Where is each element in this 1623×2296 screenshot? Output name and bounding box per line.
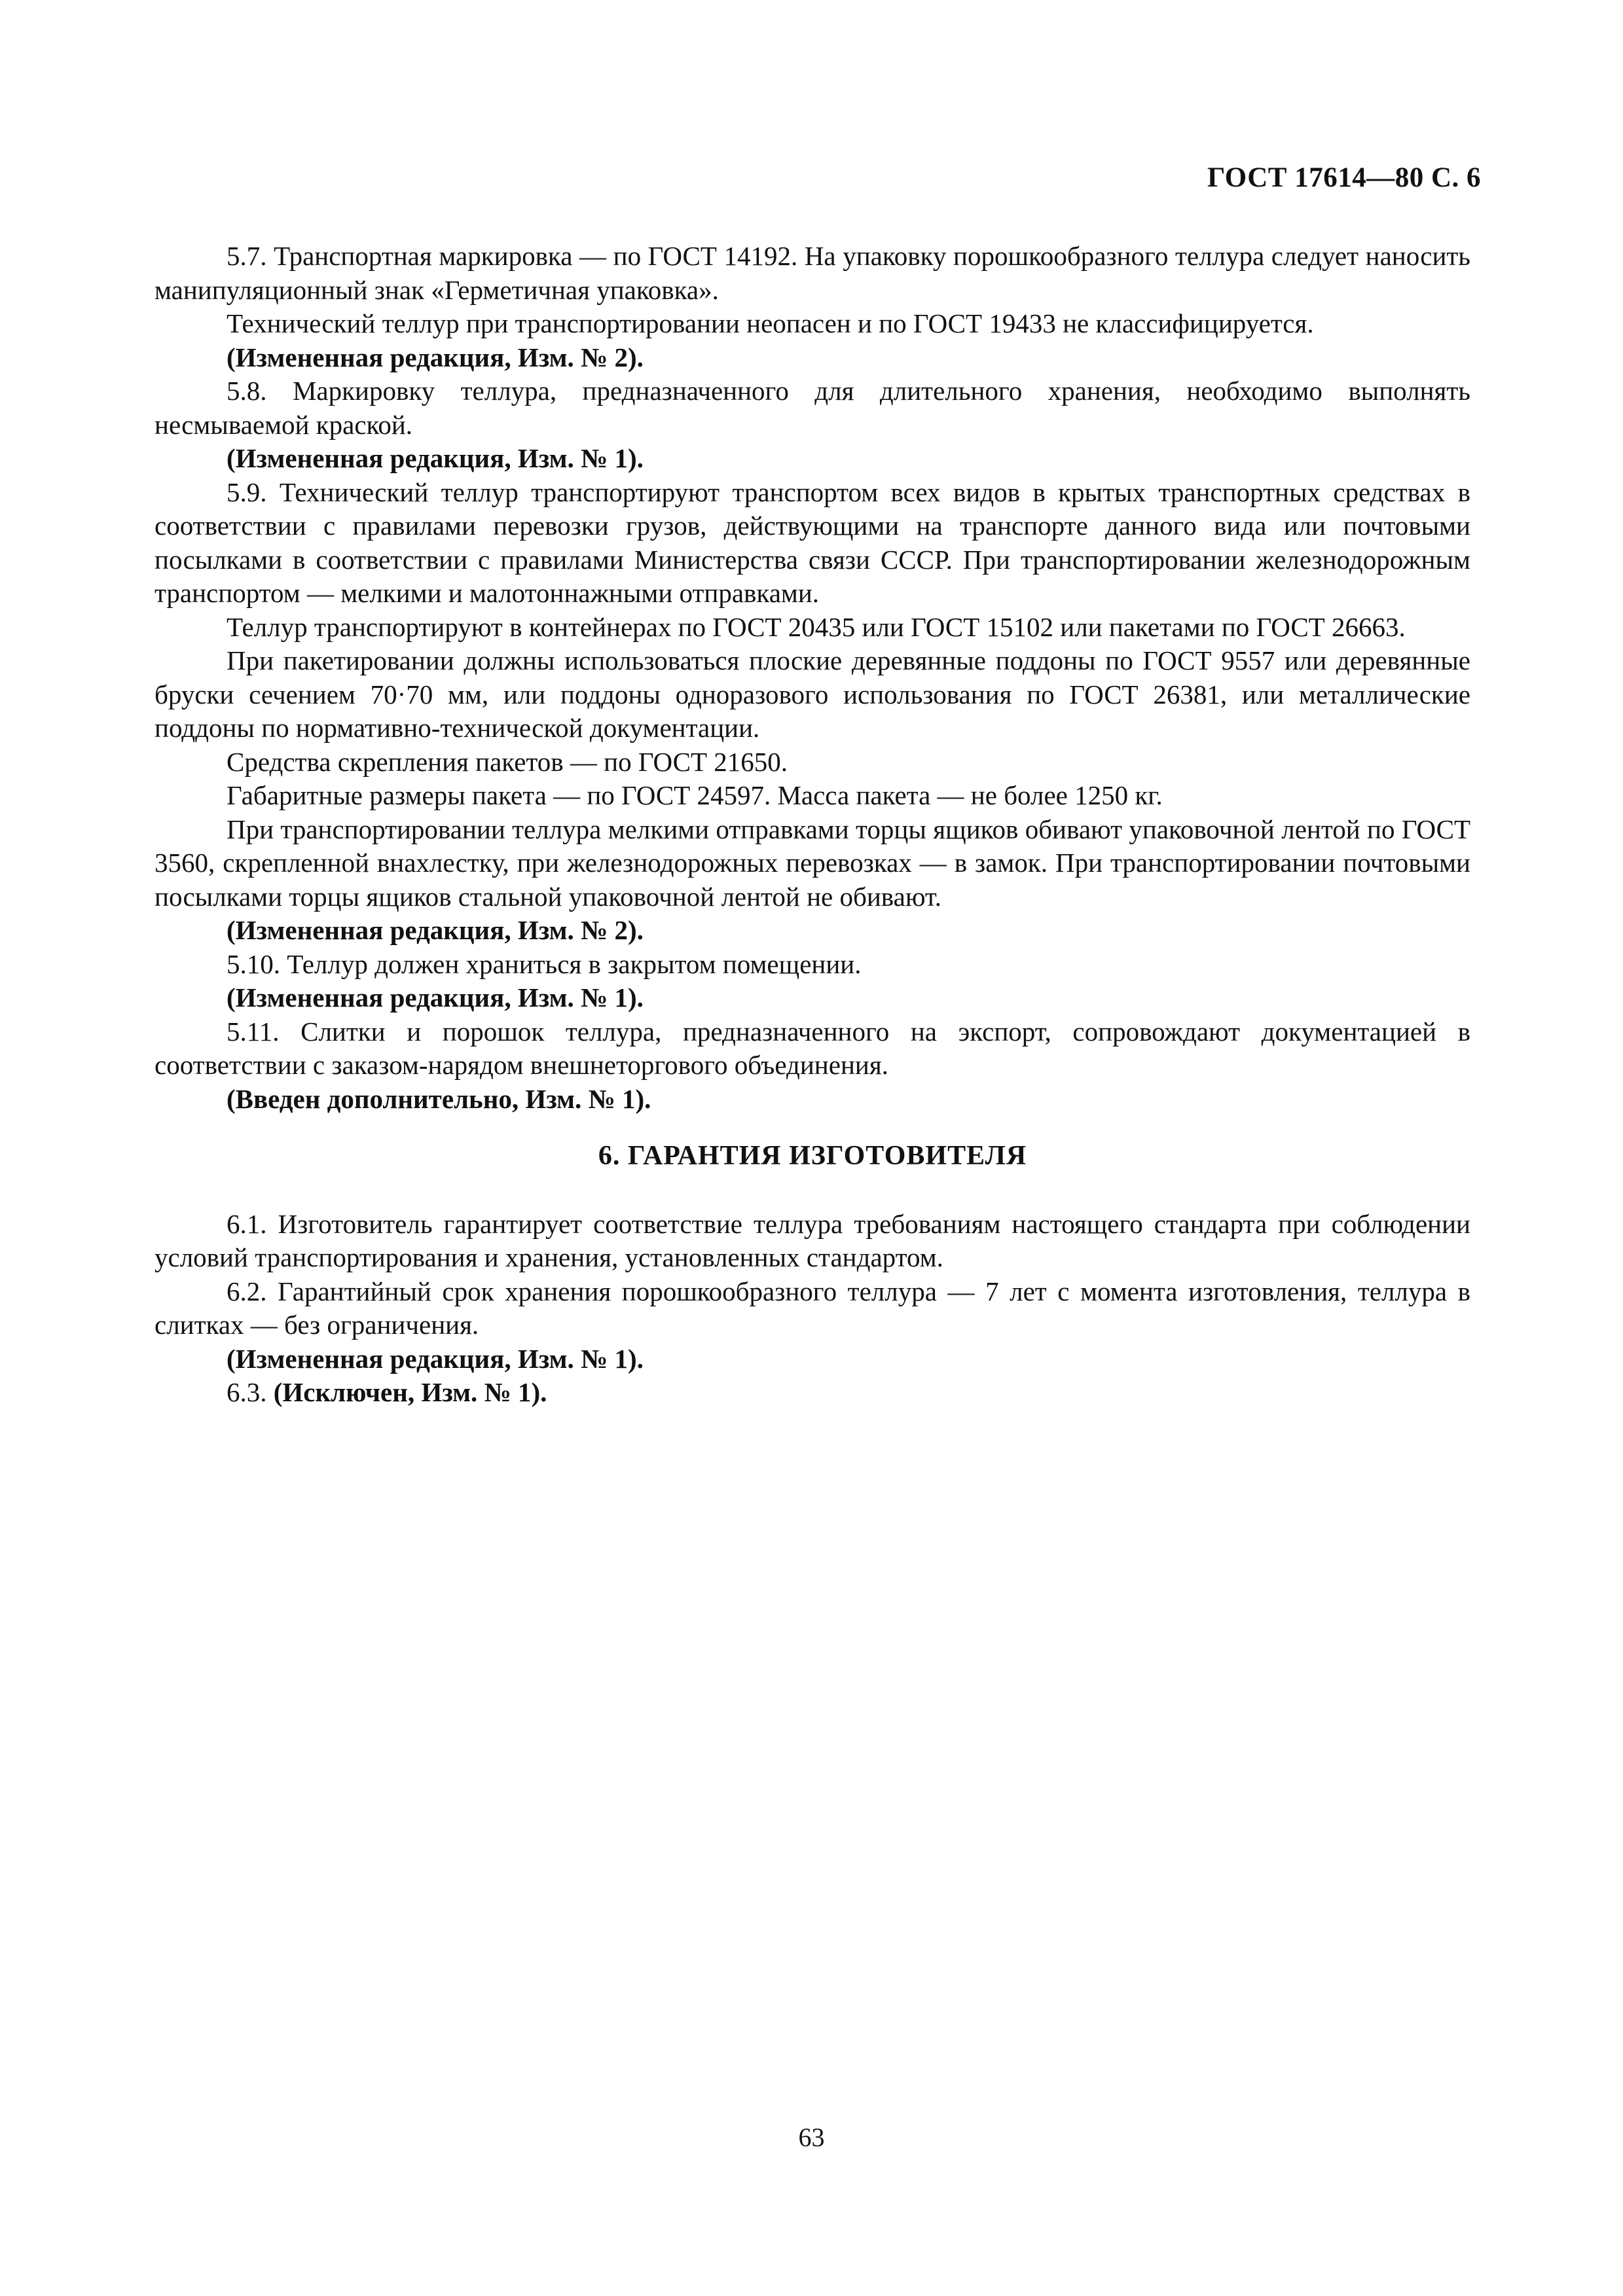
document-body (155, 240, 1470, 1410)
clause-5-9-dimensions: Габаритные размеры пакета — по ГОСТ 24597. Масса пакета — не более 1250 кг. (227, 780, 1163, 810)
amendment-note: (Измененная редакция, Изм. № 1). (227, 443, 644, 473)
document-header: ГОСТ 17614—80 С. 6 (1207, 162, 1481, 193)
amendment-note: (Измененная редакция, Изм. № 2). (227, 342, 644, 372)
clause-6-2: 6.2. Гарантийный срок хранения порошкообразного теллура — 7 лет с момента изготовления, теллура в слитках — без ограничения. (155, 1276, 1470, 1340)
clause-5-9-containers: Теллур транспортируют в контейнерах по ГОСТ 20435 или ГОСТ 15102 или пакетами по ГОСТ 26663. (227, 611, 1406, 642)
clause-5-9: 5.9. Технический теллур транспортируют транспортом всех видов в крытых транспортных средствах в соответствии с правилами перевозки грузов, действующими на транспорте данного вида или почтовыми посылками в соответствии с правилами Министерства связи СССР. При транспортировании железнодорожным транспортом — мелкими и малотоннажными отправками. (155, 476, 1470, 608)
page-number: 63 (798, 2123, 825, 2152)
amendment-note: (Измененная редакция, Изм. № 1). (227, 1343, 644, 1374)
clause-5-9-fastening: Средства скрепления пакетов — по ГОСТ 21650. (227, 746, 788, 777)
amendment-note: (Измененная редакция, Изм. № 1). (227, 982, 644, 1013)
clause-5-8: 5.8. Маркировку теллура, предназначенного для длительного хранения, необходимо выполнять несмываемой краской. (155, 376, 1470, 440)
clause-6-1: 6.1. Изготовитель гарантирует соответствие теллура требованиям настоящего стандарта при соблюдении условий транспортирования и хранения, установленных стандартом. (155, 1208, 1470, 1272)
amendment-note: (Введен дополнительно, Изм. № 1). (227, 1083, 651, 1114)
clause-6-3-note: (Исключен, Изм. № 1). (273, 1377, 547, 1407)
clause-5-9-boxes: При транспортировании теллура мелкими отправками торцы ящиков обивают упаковочной лентой по ГОСТ 3560, скрепленной внахлестку, при железнодорожных перевозках — в замок. При транспортировании почтовыми посылками торцы ящиков стальной упаковочной лентой не обивают. (155, 814, 1470, 912)
amendment-note: (Измененная редакция, Изм. № 2). (227, 915, 644, 945)
clause-5-7-note: Технический теллур при транспортировании неопасен и по ГОСТ 19433 не классифицируется. (227, 308, 1314, 338)
clause-6-3 (155, 1376, 1470, 1410)
section-heading: 6. ГАРАНТИЯ ИЗГОТОВИТЕЛЯ (598, 1141, 1027, 1171)
clause-5-11: 5.11. Слитки и порошок теллура, предназначенного на экспорт, сопровождают документацией в соответствии с заказом-нарядом внешнеторгового объединения. (155, 1016, 1470, 1080)
clause-5-7: 5.7. Транспортная маркировка — по ГОСТ 14192. На упаковку порошкообразного теллура следует наносить манипуляционный знак «Герметичная упаковка». (155, 241, 1470, 305)
clause-5-9-packaging: При пакетировании должны использоваться плоские деревянные поддоны по ГОСТ 9557 или деревянные бруски сечением 70·70 мм, или поддоны одноразового использования по ГОСТ 26381, или металлические поддоны по нормативно-технической документации. (155, 645, 1470, 743)
clause-5-10: 5.10. Теллур должен храниться в закрытом помещении. (227, 948, 862, 979)
clause-number: 6.3. (227, 1377, 267, 1407)
